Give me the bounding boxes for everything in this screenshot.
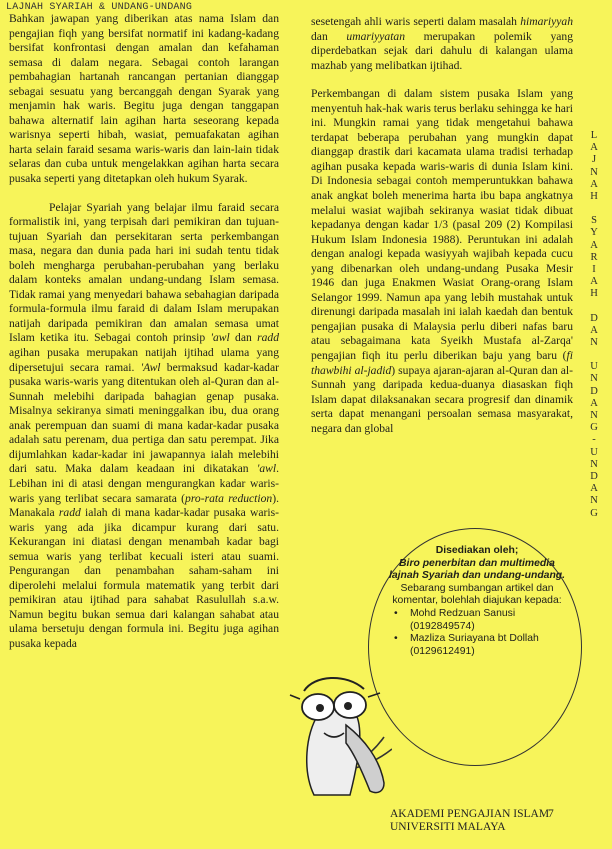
vertical-title-letter: I [592,264,596,276]
vertical-title-letter: G [590,507,598,519]
vertical-title-letter: N [590,373,598,385]
term-awl: 'awl [256,462,277,476]
term-fi-thawbihi: fi thawbihi al-jadid [311,349,573,377]
vertical-title-letter: N [590,458,598,470]
term-awl: 'Awl [140,360,161,374]
vertical-title-letter: D [590,385,598,397]
vertical-title-letter [586,349,602,361]
vertical-title-letter: - [592,434,596,446]
vertical-title-letter: R [590,251,598,263]
vertical-title-letter: N [590,166,598,178]
vertical-title-letter: A [590,483,598,495]
vertical-title-letter: N [590,337,598,349]
vertical-title-letter: N [590,410,598,422]
vertical-title-letter: A [590,397,598,409]
mascot-illustration [284,655,394,800]
vertical-title-letter: D [590,471,598,483]
vertical-title-letter: Y [590,227,598,239]
term-umariyyatan: umariyyatan [346,29,406,43]
vertical-title-letter: H [590,191,598,203]
contact-item: • Mazliza Suriayana bt Dollah (0129612491) [388,633,566,658]
vertical-title-letter: D [590,312,598,324]
vertical-title-letter: A [590,324,598,336]
paragraph: Perkembangan di dalam sistem pusaka Islam yang menyentuh hak-hak waris terus berlaku sehingga ke hari ini. Mungkin ramai yang tidak mengetahui bahawa terdapat beberapa perubahan yang mungkin dapat dianggap drastik dari kacamata ulama tradisi terhadap agihan pusaka kepada waris-waris di dunia Islam kini. Di Indonesia sebagai contoh memperuntukkan bahawa anak angkat boleh menerima harta ibu bapa angkatnya melalui wasiat wajibah sekiranya wasiat tidak dibuat kepadanya dengan kadar 1/3 (pasal 209 (2) Kompilasi Hukum Islam Indonesia 1988). Peruntukan ini adalah dengan analogi kepada wasiyyah wajibah kepada cucu yang dibenarkan oleh undang-undang Pusaka Mesir 1946 dan juga Enakmen Wasiat Orang-orang Islam Selangor 1999. Namun apa yang lebih mustahak untuk direnungi daripada masalah ini ialah kaedah dan bentuk pengajian pusaka di Malaysia perlu diberi nafas baru atau sebagaimana kata Syeikh Mustafa al-Zarqa' pengajian fiqh itu perlu diberikan baju yang baru (fi thawbihi al-jadid) supaya ajaran-ajaran al-Quran dan al-Sunnah yang daripada kedua-duanya diasaskan fiqh Islam dapat dilaksanakan secara progresif dan dinamik serta dapat menangani persoalan semasa masyarakat, negara dan global [311,87,573,435]
vertical-title-letter: U [590,446,598,458]
vertical-title-letter: N [590,495,598,507]
vertical-title-letter: H [590,288,598,300]
publisher-name: Biro penerbitan dan multimedia lajnah Syariah dan undang-undang. [388,557,566,582]
running-header: LAJNAH SYARIAH & UNDANG-UNDANG [6,2,193,13]
submission-invite: Sebarang sumbangan artikel dan komentar, bolehlah diajukan kepada: [392,582,562,607]
vertical-title-letter [586,203,602,215]
vertical-title-letter: L [590,130,598,141]
vertical-title-letter: A [590,276,598,288]
right-column [311,15,573,436]
vertical-title-letter [586,301,602,313]
page-number: 7 [548,808,554,820]
term-pro-rata: pro-rata reduction [185,491,273,505]
vertical-title-letter: G [590,422,598,434]
prepared-by-label: Disediakan oleh; [435,545,519,556]
paragraph: Bahkan jawapan yang diberikan atas nama Islam dan pengajian fiqh yang bersifat normatif ini kadang-kadang bersifat konfrontasi dengan amalan dan kefahaman semasa di dalam negara. Sebagai contoh larangan pembahagian hartanah rancangan pertanian dianggap sebagai sesuatu yang bercanggah dengan Syarak yang menjamin hak waris. Begitu juga dengan tanggapan bahawa alternatif lain agihan harta seseorang kepada warisnya seperti hibah, wasiat, pemuafakatan agihan harta selain faraid sesama waris-waris dan lain-lain tidak selaras dan cuba untuk mengelakkan agihan harta secara pusaka seperti yang ditetapkan oleh hukum Syarak. [9,12,279,186]
paragraph: Pelajar Syariah yang belajar ilmu faraid secara formalistik ini, yang terpisah dari pemikiran dan tujuan-tujuan Syariah dan persekitaran serta perkembangan masa, negara dan dunia pada hari ini sudah tentu tidak boleh mengharga perubahan-perubahan yang berlaku dalam konteks amalan undang-undang Islam semasa. Tidak ramai yang menyedari bahawa sebahagian daripada formula-formula ilmu faraid di dalam Islam merupakan natijah daripada pemikiran dan amalan semasa umat Islam ketika itu. Sebagai contoh prinsip 'awl dan radd agihan pusaka merupakan natijah ijtihad ulama yang dipersetujui secara ramai. 'Awl bermaksud kadar-kadar pusaka waris-waris yang ditentukan oleh al-Quran dan al-Sunnah melebihi daripada bahagian genap pusaka. Misalnya sekiranya simati meninggalkan ibu, dua orang anak perempuan dan suami di mana kadar-kadar pusaka adalah satu perenam, dua pertiga dan satu perempat. Jika dijumlahkan kadar-kadar ini jawapannya ialah melebihi dari satu. Maka dalam keadaan ini dikatakan 'awl. Lebihan ini di atasi dengan mengurangkan kadar waris-waris yang terlibat secara samarata (pro-rata reduction). Manakala radd ialah di mana kadar-kadar pusaka waris-waris yang ada jika dicampur kurang dari satu. Kekurangan ini diatasi dengan menambah kadar bagi semua waris yang terlibat kecuali isteri atau suami. Pengurangan dan penambahan saham-saham ini diperolehi melalui formula matematik yang terbit dari pemikiran atau ijtihad para sahabat Rasulullah s.a.w. Namun begitu bukan semua dari kalangan sahabat atau ulama bersetuju dengan formula ini. Begitu juga agihan pusaka kepada [9,200,279,650]
left-column [9,12,279,652]
footer-institution: AKADEMI PENGAJIAN ISLAM UNIVERSITI MALAYA [390,808,550,833]
term-awl: 'awl [210,331,230,345]
term-himariyyah: himariyyah [520,15,573,28]
term-radd: radd [257,331,279,345]
vertical-title-letter: S [591,215,597,227]
term-radd: radd [58,506,81,520]
contact-list [388,608,566,658]
paragraph: sesetengah ahli waris seperti dalam masalah himariyyah dan umariyyatan merupakan polemik yang diperdebatkan sejak dari dahulu di kalangan ulama mazhab yang melibatkan ijtihad. [311,15,574,72]
contact-item: • Mohd Redzuan Sanusi (0192849574) [388,608,566,633]
contact-notice [388,545,566,658]
vertical-section-title [586,130,602,520]
vertical-title-letter: A [590,142,598,154]
vertical-title-letter: A [590,178,598,190]
vertical-title-letter: A [590,239,598,251]
vertical-title-letter: J [591,154,597,166]
vertical-title-letter: U [590,361,598,373]
